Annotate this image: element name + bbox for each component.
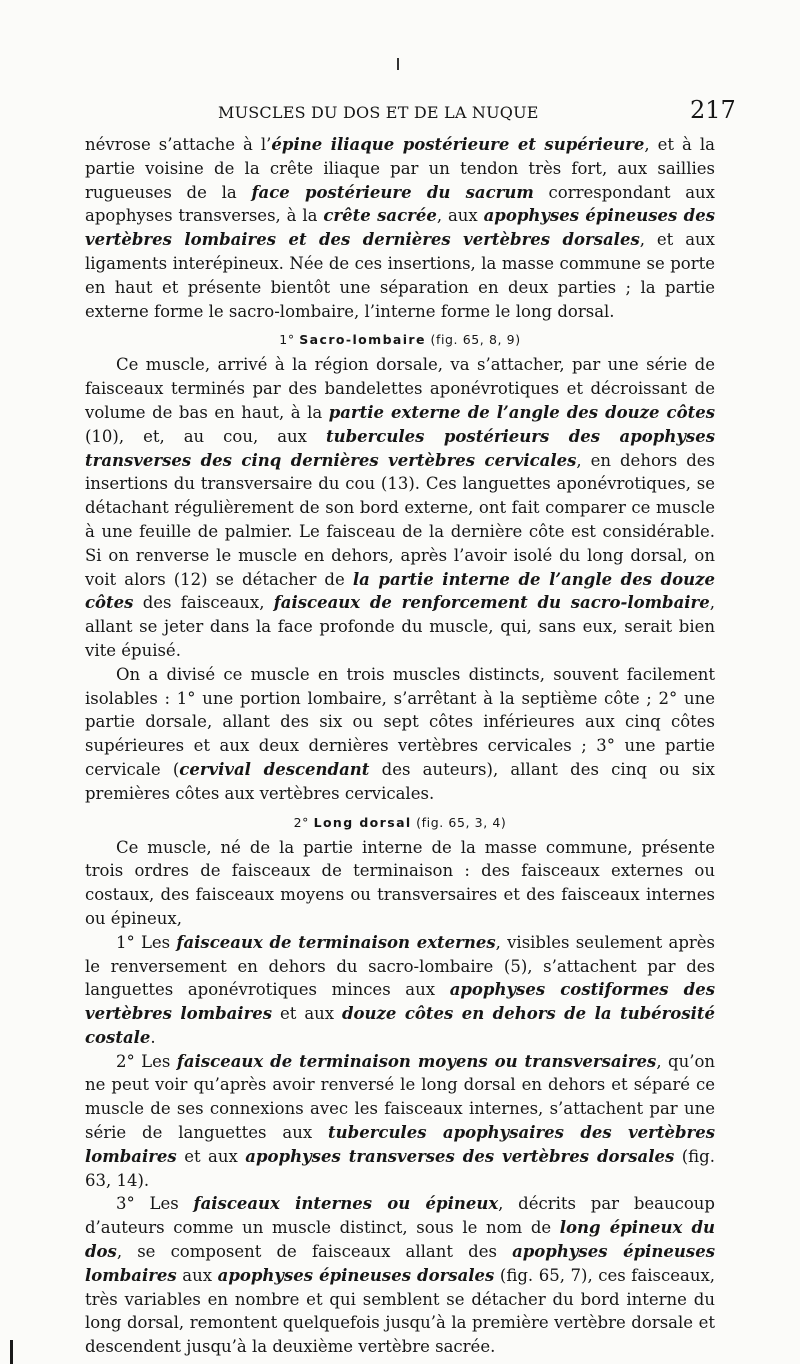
scan-mark xyxy=(397,58,399,70)
emphasized-text: tubercules postérieurs des apophyses transverses des cinq dernières vertèbres cervicales xyxy=(85,426,715,470)
text-run: , aux xyxy=(436,206,484,226)
emphasized-text: tubercules apophysaires des vertèbres lombaires xyxy=(85,1123,716,1166)
text-run: . xyxy=(150,1027,156,1047)
emphasized-text: la partie interne de l’angle des douze côtes xyxy=(85,569,716,613)
text-run: Ce muscle, né de la partie interne de la masse commune, présente trois ordres de faisceaux de terminaison : des faisceaux externes ou costaux, des faisceaux moyens ou transversaires et des faisceaux internes ou épineux, xyxy=(85,837,715,928)
paragraph xyxy=(85,1192,715,1359)
paragraph xyxy=(85,353,715,662)
text-run: et aux xyxy=(176,1146,246,1166)
text-run: (fig. 65, 7), ces faisceaux, très variables en nombre et qui semblent se détacher du bord interne du long dorsal, remontent quelquefois jusqu’à la première vertèbre dorsale et descendent jusqu’à la deuxième vertèbre sacrée. xyxy=(85,1265,716,1357)
text-run: 1° Les xyxy=(116,932,177,952)
emphasized-text: partie externe de l’angle des douze côtes xyxy=(328,402,715,422)
section-number: 2° xyxy=(293,814,309,830)
paragraph xyxy=(85,663,715,806)
text-run: , qu’on ne peut voir qu’après avoir renversé le long dorsal en dehors et séparé ce muscle de ses connexions avec les faisceaux internes, s’attachent par une série de languettes aux xyxy=(85,1051,716,1143)
emphasized-text: épine iliaque postérieure et supérieure xyxy=(271,135,645,154)
emphasized-text: apophyses transverses des vertèbres dorsales xyxy=(245,1146,675,1166)
running-header: MUSCLES DU DOS ET DE LA NUQUE xyxy=(218,103,539,122)
text-run: 2° Les xyxy=(116,1051,177,1071)
text-run: des auteurs), allant des cinq ou six premières côtes aux vertèbres cervicales. xyxy=(85,759,715,803)
emphasized-text: face postérieure du sacrum xyxy=(251,182,534,202)
emphasized-text: faisceaux de terminaison moyens ou transversaires xyxy=(176,1051,657,1071)
emphasized-text: crête sacrée xyxy=(323,206,437,226)
text-run: , décrits par beaucoup d’auteurs comme un muscle distinct, sous le nom de xyxy=(85,1194,715,1238)
section-figure-ref: (fig. 65, 8, 9) xyxy=(430,332,521,348)
body-text xyxy=(85,133,715,1359)
text-run: , allant se jeter dans la face profonde du muscle, qui, sans eux, serait bien vite épuisé. xyxy=(85,593,715,660)
section-figure-ref: (fig. 65, 3, 4) xyxy=(416,814,507,830)
text-run: , et à la partie voisine de la crête iliaque par un tendon très fort, aux saillies rugueuses de la xyxy=(85,135,715,202)
text-run: , en dehors des insertions du transversaire du cou (13). Ces languettes aponévrotiques, se détachant régulièrement de son bord externe, ont fait comparer ce muscle à une feuille de palmier. Le faisceau de la dernière côte est considérable. Si on renverse le muscle en dehors, après l’avoir isolé du long dorsal, on voit alors (12) se détacher de xyxy=(85,450,715,589)
emphasized-text: faisceaux internes ou épineux xyxy=(193,1194,499,1214)
emphasized-text: apophyses épineuses lombaires xyxy=(85,1242,716,1285)
text-run: , se composent de faisceaux allant des xyxy=(116,1242,513,1262)
text-run: (10), et, au cou, aux xyxy=(85,426,326,446)
section-name: Long dorsal xyxy=(313,814,412,830)
text-run: correspondant aux apophyses transverses, à la xyxy=(85,182,715,226)
emphasized-text: long épineux du dos xyxy=(85,1218,715,1262)
text-run: On a divisé ce muscle en trois muscles distincts, souvent facilement isolables : 1° une portion lombaire, s’arrêtant à la septième côte ; 2° une partie dorsale, allant des six ou sept côtes inférieures aux cinq côtes supérieures et aux deux dernières vertèbres cervicales ; 3° une partie cervicale ( xyxy=(85,664,715,779)
text-run: , visibles seulement après le renversement en dehors du sacro-lombaire (5), s’attachent par des languettes aponévrotiques minces aux xyxy=(85,932,715,1000)
section-title-sacro-lombaire xyxy=(85,331,715,349)
paragraph xyxy=(85,1050,715,1193)
scan-edge-mark xyxy=(10,1340,13,1364)
paragraph xyxy=(85,836,715,931)
section-number: 1° xyxy=(279,332,295,348)
intro-paragraph xyxy=(85,133,715,323)
page-number: 217 xyxy=(690,96,736,124)
section-title-long-dorsal xyxy=(85,814,715,832)
paragraph xyxy=(85,931,715,1050)
text-run: 3° Les xyxy=(116,1194,194,1214)
emphasized-text: apophyses épineuses des vertèbres lombaires et des dernières vertèbres dorsales xyxy=(85,206,715,250)
emphasized-text: apophyses costiformes des vertèbres lombaires xyxy=(85,980,715,1024)
emphasized-text: cervival descendant xyxy=(179,759,370,779)
text-run: Ce muscle, arrivé à la région dorsale, va s’attacher, par une série de faisceaux terminés par des bandelettes aponévrotiques et décroissant de volume de bas en haut, à la xyxy=(85,355,715,422)
text-run: névrose s’attache à l’ xyxy=(85,135,272,154)
text-run: aux xyxy=(176,1265,218,1285)
text-run: , et aux ligaments interépineux. Née de ces insertions, la masse commune se porte en haut et présente bientôt une séparation en deux parties ; la partie externe forme le sacro-lombaire, l’interne forme le long dorsal. xyxy=(85,230,715,321)
text-run: des faisceaux, xyxy=(133,593,274,613)
emphasized-text: douze côtes en dehors de la tubérosité costale xyxy=(85,1004,715,1047)
text-run: (fig. 63, 14). xyxy=(85,1146,715,1190)
text-run: et aux xyxy=(272,1004,343,1024)
section-name: Sacro-lombaire xyxy=(299,332,426,348)
emphasized-text: faisceaux de renforcement du sacro-lombaire xyxy=(273,593,710,613)
emphasized-text: faisceaux de terminaison externes xyxy=(176,932,496,952)
emphasized-text: apophyses épineuses dorsales xyxy=(217,1265,495,1285)
